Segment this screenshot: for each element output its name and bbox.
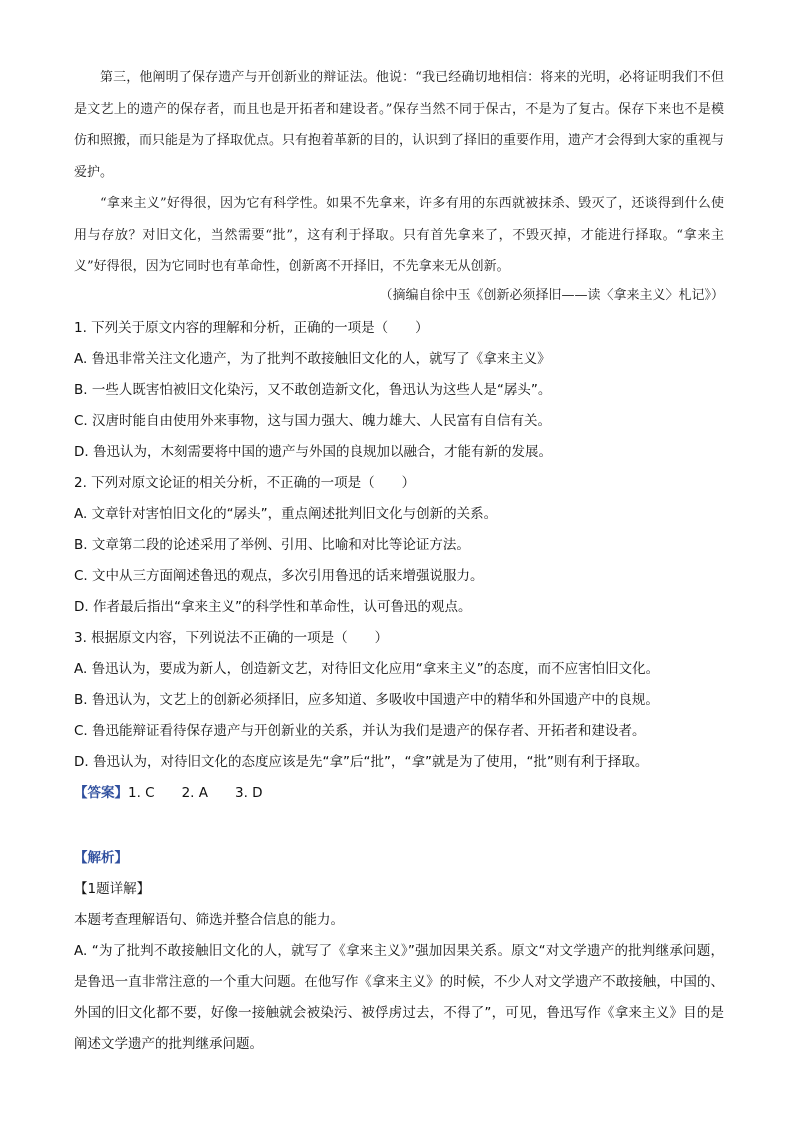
analysis-section [74,843,724,1060]
analysis-intro: 本题考查理解语句、筛选并整合信息的能力。 [74,912,344,928]
passage-paragraph-2: “拿来主义”好得很，因为它有科学性。如果不先拿来，许多有用的东西就被抹杀、毁灭了，还谈得到什么使用与存放？对旧文化，当然需要“批”，这有利于择取。只有首先拿来了，不毁灭掉，才能进行择取。“拿来主义”好得很，因为它同时也有革命性，创新离不开择旧，不先拿来无从创新。 [74,196,724,274]
question-1-option-c: C. 汉唐时能自由使用外来事物，这与国力强大、魄力雄大、人民富有自信有关。 [74,413,552,429]
passage-paragraph-1: 第三，他阐明了保存遗产与开创新业的辩证法。他说：“我已经确切地相信：将来的光明，必将证明我们不但是文艺上的遗产的保存者，而且也是开拓者和建设者。”保存当然不同于保古，不是为了复古。保存下来也不是模仿和照搬，而只能是为了择取优点。只有抱着革新的目的，认识到了择旧的重要作用，遗产才会得到大家的重视与爱护。 [74,70,725,180]
question-2-option-b: B. 文章第二段的论述采用了举例、引用、比喻和对比等论证方法。 [74,537,470,553]
question-2-option-d: D. 作者最后指出“拿来主义”的科学性和革命性，认可鲁迅的观点。 [74,599,472,615]
answer-tag: 【答案】 [74,785,128,801]
question-3-option-d: D. 鲁迅认为，对待旧文化的态度应该是先“拿”后“批”，“拿”就是为了使用，“批”则有利于择取。 [74,754,649,770]
question-2-option-a: A. 文章针对害怕旧文化的“孱头”，重点阐述批判旧文化与创新的关系。 [74,506,498,522]
question-1-stem: 1. 下列关于原文内容的理解和分析，正确的一项是（ ） [74,320,429,336]
question-1-option-d: D. 鲁迅认为，木刻需要将中国的遗产与外国的良规加以融合，才能有新的发展。 [74,444,552,460]
answer-line [74,778,734,809]
passage-source: （摘编自徐中玉《创新必须择旧——读〈拿来主义〉札记》） [379,288,724,303]
detail-heading: 【1题详解】 [74,881,151,897]
question-1-option-a: A. 鲁迅非常关注文化遗产，为了批判不敢接触旧文化的人，就写了《拿来主义》 [74,351,551,367]
question-3-stem: 3. 根据原文内容，下列说法不正确的一项是（ ） [74,630,389,646]
questions-section [74,313,734,809]
reading-passage [74,62,724,283]
question-3-option-a: A. 鲁迅认为，要成为新人，创造新文艺，对待旧文化应用“拿来主义”的态度，而不应害怕旧文化。 [74,661,660,677]
question-2-stem: 2. 下列对原文论证的相关分析，不正确的一项是（ ） [74,475,416,491]
answer-text: 1. C 2. A 3. D [128,785,263,801]
question-2-option-c: C. 文中从三方面阐述鲁迅的观点，多次引用鲁迅的话来增强说服力。 [74,568,484,584]
question-3-option-c: C. 鲁迅能辩证看待保存遗产与开创新业的关系，并认为我们是遗产的保存者、开拓者和建设者。 [74,723,646,739]
analysis-option-a: A. “为了批判不敢接触旧文化的人，就写了《拿来主义》”强加因果关系。原文“对文学遗产的批判继承问题，是鲁迅一直非常注意的一个重大问题。在他写作《拿来主义》的时候，不少人对文学遗产不敢接触，中国的、外国的旧文化都不要，好像一接触就会被染污、被俘虏过去，不得了”，可见，鲁迅写作《拿来主义》目的是阐述文学遗产的批判继承问题。 [74,943,724,1052]
question-1-option-b: B. 一些人既害怕被旧文化染污，又不敢创造新文化，鲁迅认为这些人是“孱头”。 [74,382,552,398]
question-3-option-b: B. 鲁迅认为，文艺上的创新必须择旧，应多知道、多吸收中国遗产中的精华和外国遗产中的良规。 [74,692,659,708]
analysis-tag: 【解析】 [74,850,128,866]
